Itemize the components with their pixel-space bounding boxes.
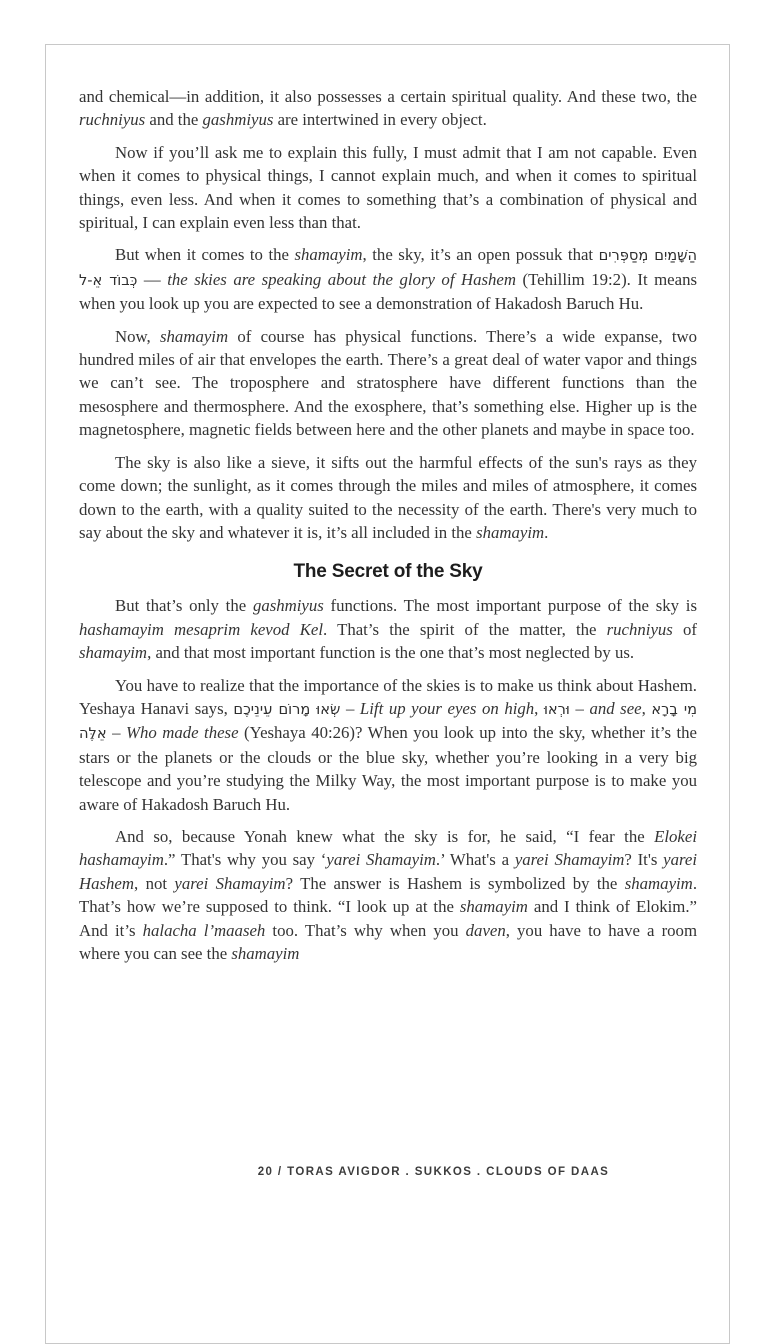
text-run: . That’s how we’re supposed to think. “I look up at the — [79, 873, 698, 917]
italic-text: yarei Shamayim — [174, 873, 286, 893]
text-run: are intertwined in every object. — [273, 110, 487, 130]
text-run: , you have to have a room where you can see the — [79, 920, 698, 963]
paragraph — [79, 674, 697, 816]
text-run: , — [534, 698, 544, 718]
book-page — [45, 44, 730, 1344]
italic-text: halacha l’maaseh — [142, 920, 266, 940]
italic-text: shamayim — [459, 897, 528, 917]
text-run: , — [641, 698, 652, 718]
text-run: .’ What's a — [435, 850, 515, 870]
italic-text: ruchniyus — [606, 619, 673, 639]
text-run: , the sky, it’s an open possuk that — [362, 245, 599, 265]
text-run: But when it comes to the — [115, 245, 295, 265]
paragraph — [79, 243, 697, 315]
paragraph — [79, 141, 697, 235]
text-run: ? The answer is Hashem is symbolized by the — [285, 873, 625, 893]
hebrew-phrase: וּרְאוּ — [543, 700, 570, 718]
text-run: (Yeshaya 40:26)? When you look up into the sky, whether it’s the stars or the planets or the clouds or the blue sky, whether you’re looking in a very big telescope and you’re studying the Milky Way, the most important purpose is to make you aware of Hakadosh Baruch Hu. — [79, 723, 698, 814]
italic-text: gashmiyus — [202, 110, 274, 130]
text-run: and chemical—in addition, it also possesses a certain spiritual quality. And these two, the — [79, 87, 697, 106]
text-run: of — [672, 619, 697, 639]
text-run: , and that most important function is the one that’s most neglected by us. — [147, 643, 635, 663]
text-run: , not — [134, 873, 175, 893]
text-run: But that’s only the — [115, 596, 253, 616]
section-heading: The Secret of the Sky — [293, 561, 483, 583]
italic-text: the skies are speaking about the glory of Hashem — [167, 269, 516, 289]
text-run: – — [106, 723, 126, 743]
text-run: and I think of Elokim.” And it’s — [79, 897, 697, 940]
italic-text: and see — [589, 698, 642, 718]
text-run: — — [137, 269, 168, 289]
italic-text: Lift up your eyes on high — [359, 698, 535, 718]
text-run: too. That’s why when you — [265, 920, 466, 940]
text-run: The sky is also like a sieve, it sifts out the harmful effects of the sun's rays as they come down; the sunlight, as it comes through the miles and miles of atmosphere, it comes down to the earth, with a quality suited to the necessity of the earth. There's very much to say about the sky and whatever it is, it’s all included in the — [79, 452, 697, 542]
text-run: ? It's — [624, 850, 664, 870]
italic-text: shamayim — [79, 643, 148, 663]
text-run: – — [340, 698, 360, 718]
text-run: . That’s the spirit of the matter, the — [323, 619, 607, 639]
paragraph — [79, 85, 697, 132]
text-run: Now, — [115, 326, 161, 346]
italic-text: gashmiyus — [252, 596, 324, 616]
italic-text: yarei Hashem — [79, 850, 698, 893]
text-run: You have to realize that the importance of the skies is to make us think about Hashem. Yeshaya Hanavi says, — [79, 675, 697, 718]
italic-text: yarei Shamayim — [514, 850, 625, 870]
italic-text: shamayim — [294, 245, 363, 265]
text-run: Now if you’ll ask me to explain this fully, I must admit that I am not capable. Even when it comes to physical things, I cannot explain much, and when it comes to spiritual things, even less. And when it comes to something that’s a combination of physical and spiritual, I can explain even less than that. — [79, 142, 697, 233]
page-content — [79, 85, 697, 965]
text-run: functions. The most important purpose of the sky is — [323, 596, 697, 616]
paragraph — [79, 325, 697, 442]
italic-text: Elokei hashamayim — [79, 826, 697, 870]
italic-text: shamayim — [160, 326, 229, 346]
text-run: of course has physical functions. There’s a wide expanse, two hundred miles of air that envelopes the earth. There’s a great deal of water vapor and things we can’t see. The troposphere and stratosphere have different functions than the mesosphere and thermosphere. And the exosphere, that’s something else. Higher up is the magnetosphere, magnetic fields between here and the other planets and maybe in space too. — [79, 326, 698, 440]
text-run: (Tehillim 19:2). It means when you look up you are expected to see a demonstration of Hakadosh Baruch Hu. — [79, 269, 697, 314]
paragraph — [79, 451, 697, 545]
text-run: – — [569, 698, 590, 718]
italic-text: shamayim — [231, 944, 300, 963]
italic-text: shamayim — [476, 522, 545, 542]
page-footer: 20 / TORAS AVIGDOR . SUKKOS . CLOUDS OF DAAS — [257, 1166, 610, 1178]
hebrew-phrase: מִי בָרָא אֵלֶּה — [79, 700, 698, 743]
text-run: And so, because Yonah knew what the sky is for, he said, “I fear the — [115, 826, 655, 846]
italic-text: hashamayim mesaprim kevod Kel — [79, 619, 323, 639]
italic-text: Who made these — [125, 723, 239, 743]
italic-text: shamayim — [624, 873, 693, 893]
italic-text: daven — [465, 920, 506, 940]
paragraph — [79, 825, 697, 965]
hebrew-phrase: הַשָּׁמַיִם מְסַפְּרִים כְּבוֹד אֵ-ל — [79, 247, 697, 289]
text-run: .” That's why you say ‘ — [163, 850, 327, 870]
text-run: and the — [145, 110, 203, 130]
text-run: . — [544, 522, 549, 542]
italic-text: yarei Shamayim — [326, 850, 436, 870]
hebrew-phrase: שְׂאוּ מָרוֹם עֵינֵיכֶם — [233, 700, 341, 718]
italic-text: ruchniyus — [79, 110, 146, 130]
paragraph — [79, 594, 697, 664]
